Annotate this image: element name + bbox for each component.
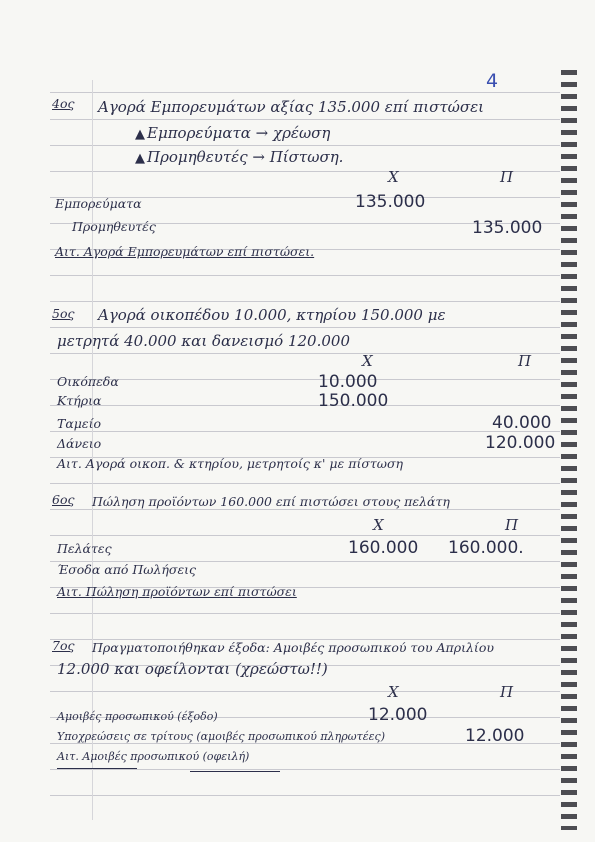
ruled-line (50, 769, 560, 770)
credit-amount: 160.000. (448, 538, 524, 558)
entry-explanation: Αιτ. Αγορά οικοπ. & κτηρίου, μετρητοίς κ' με πίστωση (57, 456, 404, 471)
account-name: Εμπορεύματα (55, 196, 142, 211)
debit-header: Χ (388, 168, 399, 186)
account-name: Αμοιβές προσωπικού (έξοδο) (57, 710, 218, 723)
entry-explanation: Αιτ. Αγορά Εμπορευμάτων επί πιστώσει. (55, 244, 315, 259)
account-name: Κτήρια (57, 393, 102, 408)
debit-header: Χ (373, 516, 384, 534)
account-name: Πελάτες (57, 541, 112, 556)
debit-amount: 160.000 (348, 538, 419, 558)
entry-title: Πραγματοποιήθηκαν έξοδα: Αμοιβές προσωπικού του Απριλίου (92, 640, 494, 655)
debit-amount: 135.000 (355, 192, 426, 212)
entry-number: 4ος (52, 96, 75, 111)
entry-note: ▲ Εμπορεύματα → χρέωση (135, 124, 331, 142)
ruled-line (50, 613, 560, 614)
credit-amount: 12.000 (465, 726, 525, 746)
account-name: Οικόπεδα (57, 374, 119, 389)
entry-title: Αγορά οικοπέδου 10.000, κτηρίου 150.000 με (98, 306, 446, 324)
credit-header: Π (500, 168, 514, 186)
debit-amount: 10.000 (318, 372, 378, 392)
ruled-line (50, 275, 560, 276)
ruled-line (50, 405, 560, 406)
ruled-line (50, 795, 560, 796)
account-name: Προμηθευτές (72, 219, 156, 234)
ruled-line (50, 379, 560, 380)
account-name: Έσοδα από Πωλήσεις (57, 562, 197, 577)
ruled-line (50, 327, 560, 328)
ruled-line (50, 535, 560, 536)
debit-header: Χ (388, 683, 399, 701)
credit-amount: 135.000 (472, 218, 543, 238)
debit-amount: 12.000 (368, 705, 428, 725)
credit-header: Π (505, 516, 519, 534)
ruled-line (50, 119, 560, 120)
ruled-line (50, 431, 560, 432)
entry-note: ▲ Προμηθευτές → Πίστωση. (135, 148, 344, 166)
ruled-line (50, 145, 560, 146)
entry-title: Πώληση προϊόντων 160.000 επί πιστώσει στους πελάτη (92, 494, 450, 509)
ruled-line (50, 171, 560, 172)
credit-header: Π (518, 352, 532, 370)
credit-amount: 120.000 (485, 433, 556, 453)
ruled-line (50, 483, 560, 484)
page-number: 4 (486, 70, 499, 92)
account-name: Ταμείο (57, 416, 102, 431)
debit-amount: 150.000 (318, 391, 389, 411)
underline-stroke (190, 771, 280, 772)
entry-number: 5ος (52, 306, 75, 321)
credit-amount: 40.000 (492, 413, 552, 433)
entry-explanation: Αιτ. Πώληση προϊόντων επί πιστώσει (57, 584, 297, 599)
credit-header: Π (500, 683, 514, 701)
entry-explanation: Αιτ. Αμοιβές προσωπικού (οφειλή) (57, 750, 250, 763)
ruled-line (50, 92, 560, 93)
ruled-line (50, 353, 560, 354)
entry-title-continued: μετρητά 40.000 και δανεισμό 120.000 (57, 332, 350, 350)
account-name: Υποχρεώσεις σε τρίτους (αμοιβές προσωπικού πληρωτέες) (57, 730, 385, 743)
entry-number: 7ος (52, 638, 75, 653)
debit-header: Χ (362, 352, 373, 370)
spiral-binding (561, 70, 577, 830)
ruled-line (50, 301, 560, 302)
account-name: Δάνειο (57, 436, 102, 451)
entry-title: Αγορά Εμπορευμάτων αξίας 135.000 επί πιστώσει (98, 98, 485, 116)
entry-number: 6ος (52, 492, 75, 507)
ruled-line (50, 691, 560, 692)
underline-stroke (57, 768, 137, 769)
ruled-line (50, 509, 560, 510)
entry-title-continued: 12.000 και οφείλονται (χρεώστω!!) (57, 660, 328, 678)
